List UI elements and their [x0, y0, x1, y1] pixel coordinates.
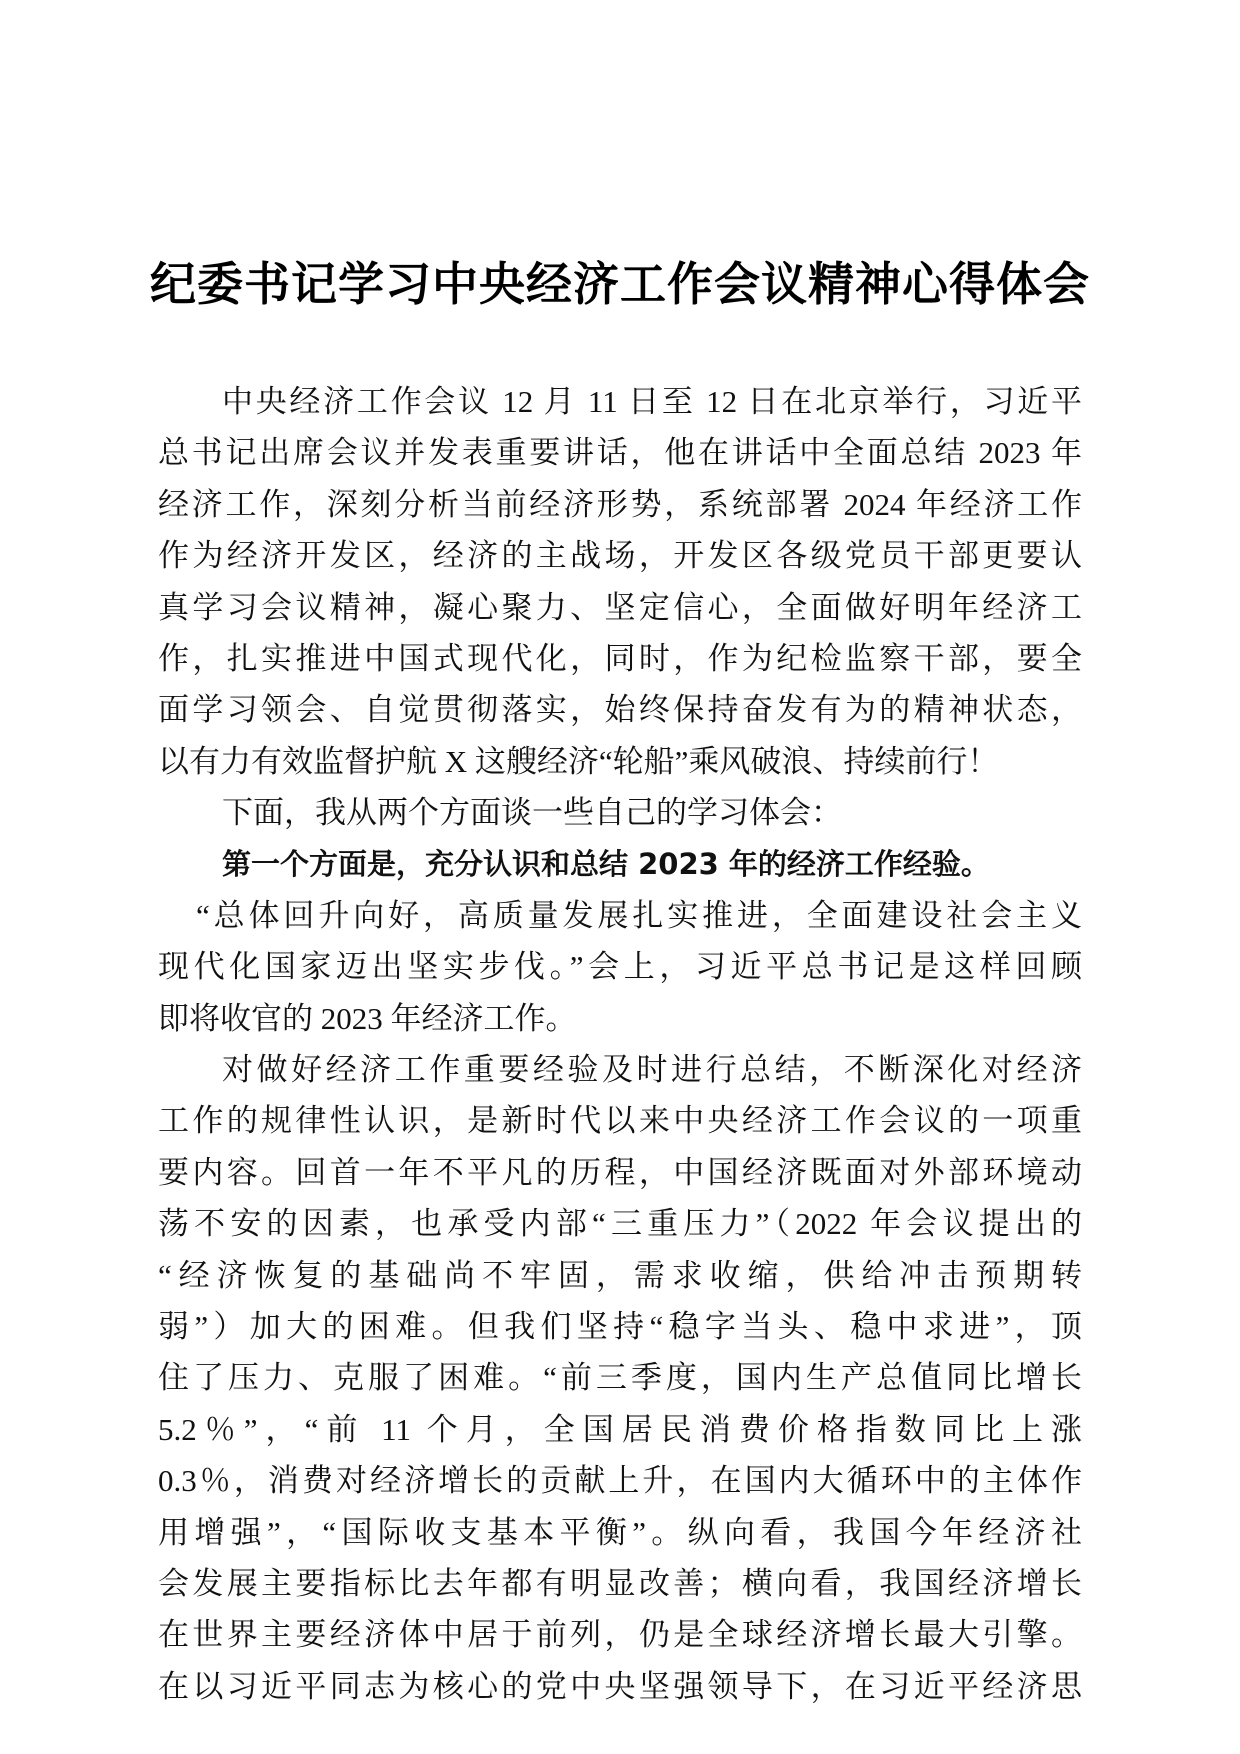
text-line: 5.2％”，“前 11 个月，全国居民消费价格指数同比上涨 [158, 1411, 1082, 1447]
text-line: 弱”）加大的困难。但我们坚持“稳字当头、稳中求进”，顶 [158, 1309, 1082, 1345]
text-line: 现代化国家迈出坚实步伐。”会上，习近平总书记是这样回顾 [158, 949, 1082, 985]
text-line: 用增强”，“国际收支基本平衡”。纵向看，我国今年经济社 [158, 1514, 1082, 1550]
text-line: 在以习近平同志为核心的党中央坚强领导下，在习近平经济思 [158, 1668, 1082, 1704]
text-line: 0.3％，消费对经济增长的贡献上升，在国内大循环中的主体作 [158, 1463, 1082, 1499]
text-line: 作为经济开发区，经济的主战场，开发区各级党员干部更要认 [158, 538, 1082, 574]
document-body [158, 376, 1082, 1712]
text-line: 经济工作，深刻分析当前经济形势，系统部署 2024 年经济工作 [158, 486, 1082, 522]
text-line: 下面，我从两个方面谈一些自己的学习体会： [222, 795, 842, 831]
document-title: 纪委书记学习中央经济工作会议精神心得体会 [150, 257, 1090, 311]
text-line: 以有力有效监督护航 X 这艘经济“轮船”乘风破浪、持续前行！ [158, 743, 999, 779]
text-line: 即将收官的 2023 年经济工作。 [158, 1000, 577, 1036]
text-line: 面学习领会、自觉贯彻落实，始终保持奋发有为的精神状态， [158, 692, 1082, 728]
text-line: 总书记出席会议并发表重要讲话，他在讲话中全面总结 2023 年 [158, 435, 1082, 471]
text-line: “经济恢复的基础尚不牢固，需求收缩，供给冲击预期转 [158, 1257, 1082, 1293]
section-heading: 第一个方面是，充分认识和总结 2023 年的经济工作经验。 [222, 846, 990, 881]
text-line: 中央经济工作会议 12 月 11 日至 12 日在北京举行，习近平 [222, 384, 1082, 419]
text-line: 工作的规律性认识，是新时代以来中央经济工作会议的一项重 [158, 1103, 1082, 1139]
text-line: 真学习会议精神，凝心聚力、坚定信心，全面做好明年经济工 [158, 589, 1082, 625]
text-line: 荡不安的因素，也承受内部“三重压力”（2022 年会议提出的 [158, 1206, 1082, 1242]
text-line: 会发展主要指标比去年都有明显改善；横向看，我国经济增长 [158, 1565, 1082, 1601]
text-line: 在世界主要经济体中居于前列，仍是全球经济增长最大引擎。 [158, 1617, 1082, 1653]
text-line: 住了压力、克服了困难。“前三季度，国内生产总值同比增长 [158, 1360, 1082, 1396]
text-line: 要内容。回首一年不平凡的历程，中国经济既面对外部环境动 [158, 1154, 1082, 1190]
text-line: “总体回升向好，高质量发展扎实推进，全面建设社会主义 [196, 897, 1082, 933]
text-line: 对做好经济工作重要经验及时进行总结，不断深化对经济 [222, 1052, 1082, 1088]
text-line: 作，扎实推进中国式现代化，同时，作为纪检监察干部，要全 [158, 640, 1082, 676]
